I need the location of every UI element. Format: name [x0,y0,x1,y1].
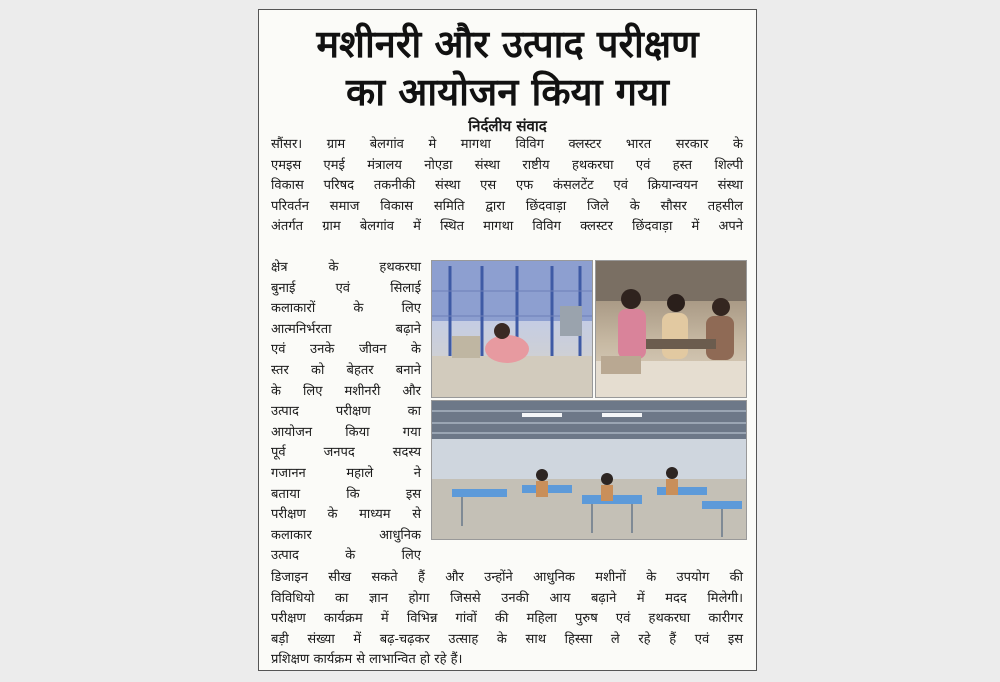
text-line: एवं उनके जीवन के [271,342,421,358]
closing-paragraph [271,568,743,671]
workshop-hall-photo [431,400,747,540]
text-line: अंतर्गत ग्राम बेलगांव में स्थित मागथा विविग क्लस्टर छिंदवाड़ा में अपने [271,219,743,235]
headline-line-1: मशीनरी और उत्पाद परीक्षण [316,22,699,66]
text-line: स्तर को बेहतर बनाने [271,362,421,378]
text-line: आयोजन किया गया [271,424,421,440]
text-line: बताया कि इस [271,486,421,502]
text-line: कलाकारों के लिए [271,301,421,317]
text-line: उत्पाद परीक्षण का [271,404,421,420]
text-line: पूर्व जनपद सदस्य [271,445,421,461]
byline: निर्दलीय संवाद [468,117,547,135]
text-line: विकास परिषद तकनीकी संस्था एस एफ कंसलटेंट एवं क्रियान्वयन संस्था [271,178,743,194]
text-line: एमइस एमई मंत्रालय नोएडा संस्था राष्टीय हथकरघा एवं हस्त शिल्पी [271,157,743,173]
news-clipping [258,9,757,671]
intro-paragraph [271,135,743,238]
text-line: कलाकार आधुनिक [271,527,421,543]
handloom-weaving-photo [431,260,593,398]
text-line: क्षेत्र के हथकरघा [271,260,421,275]
text-line: परिवर्तन समाज विकास समिति द्वारा छिंदवाड़ा जिले के सौसर तहसील [271,198,743,214]
text-line: प्रशिक्षण कार्यक्रम से लाभान्वित हो रहे हैं। [271,652,463,668]
text-line: उत्पाद के लिए [271,548,421,564]
text-line: परीक्षण के माध्यम से [271,507,421,523]
headline [259,20,756,116]
headline-line-2: का आयोजन किया गया [346,70,669,114]
side-column-text [271,258,421,567]
text-line: के लिए मशीनरी और [271,383,421,399]
text-line: गजानन महाले ने [271,465,421,481]
text-line: बड़ी संख्या में बढ़-चढ़कर उत्साह के साथ हिस्सा ले रहे हैं एवं इस [271,631,743,647]
sewing-workers-photo [595,260,747,398]
text-line: बुनाई एवं सिलाई [271,280,421,296]
text-line: डिजाइन सीख सकते हैं और उन्होंने आधुनिक मशीनों के उपयोग की [271,570,743,585]
text-line: आत्मनिर्भरता बढ़ाने [271,321,421,337]
text-line: विविधियो का ज्ञान होगा जिससे उनकी आय बढ़ाने में मदद मिलेगी। [271,590,743,606]
text-line: सौंसर। ग्राम बेलगांव मे मागथा विविग क्लस्टर भारत सरकार के [271,137,743,152]
text-line: परीक्षण कार्यक्रम में विभिन्न गांवों की महिला पुरुष एवं हथकरघा कारीगर [271,611,743,627]
